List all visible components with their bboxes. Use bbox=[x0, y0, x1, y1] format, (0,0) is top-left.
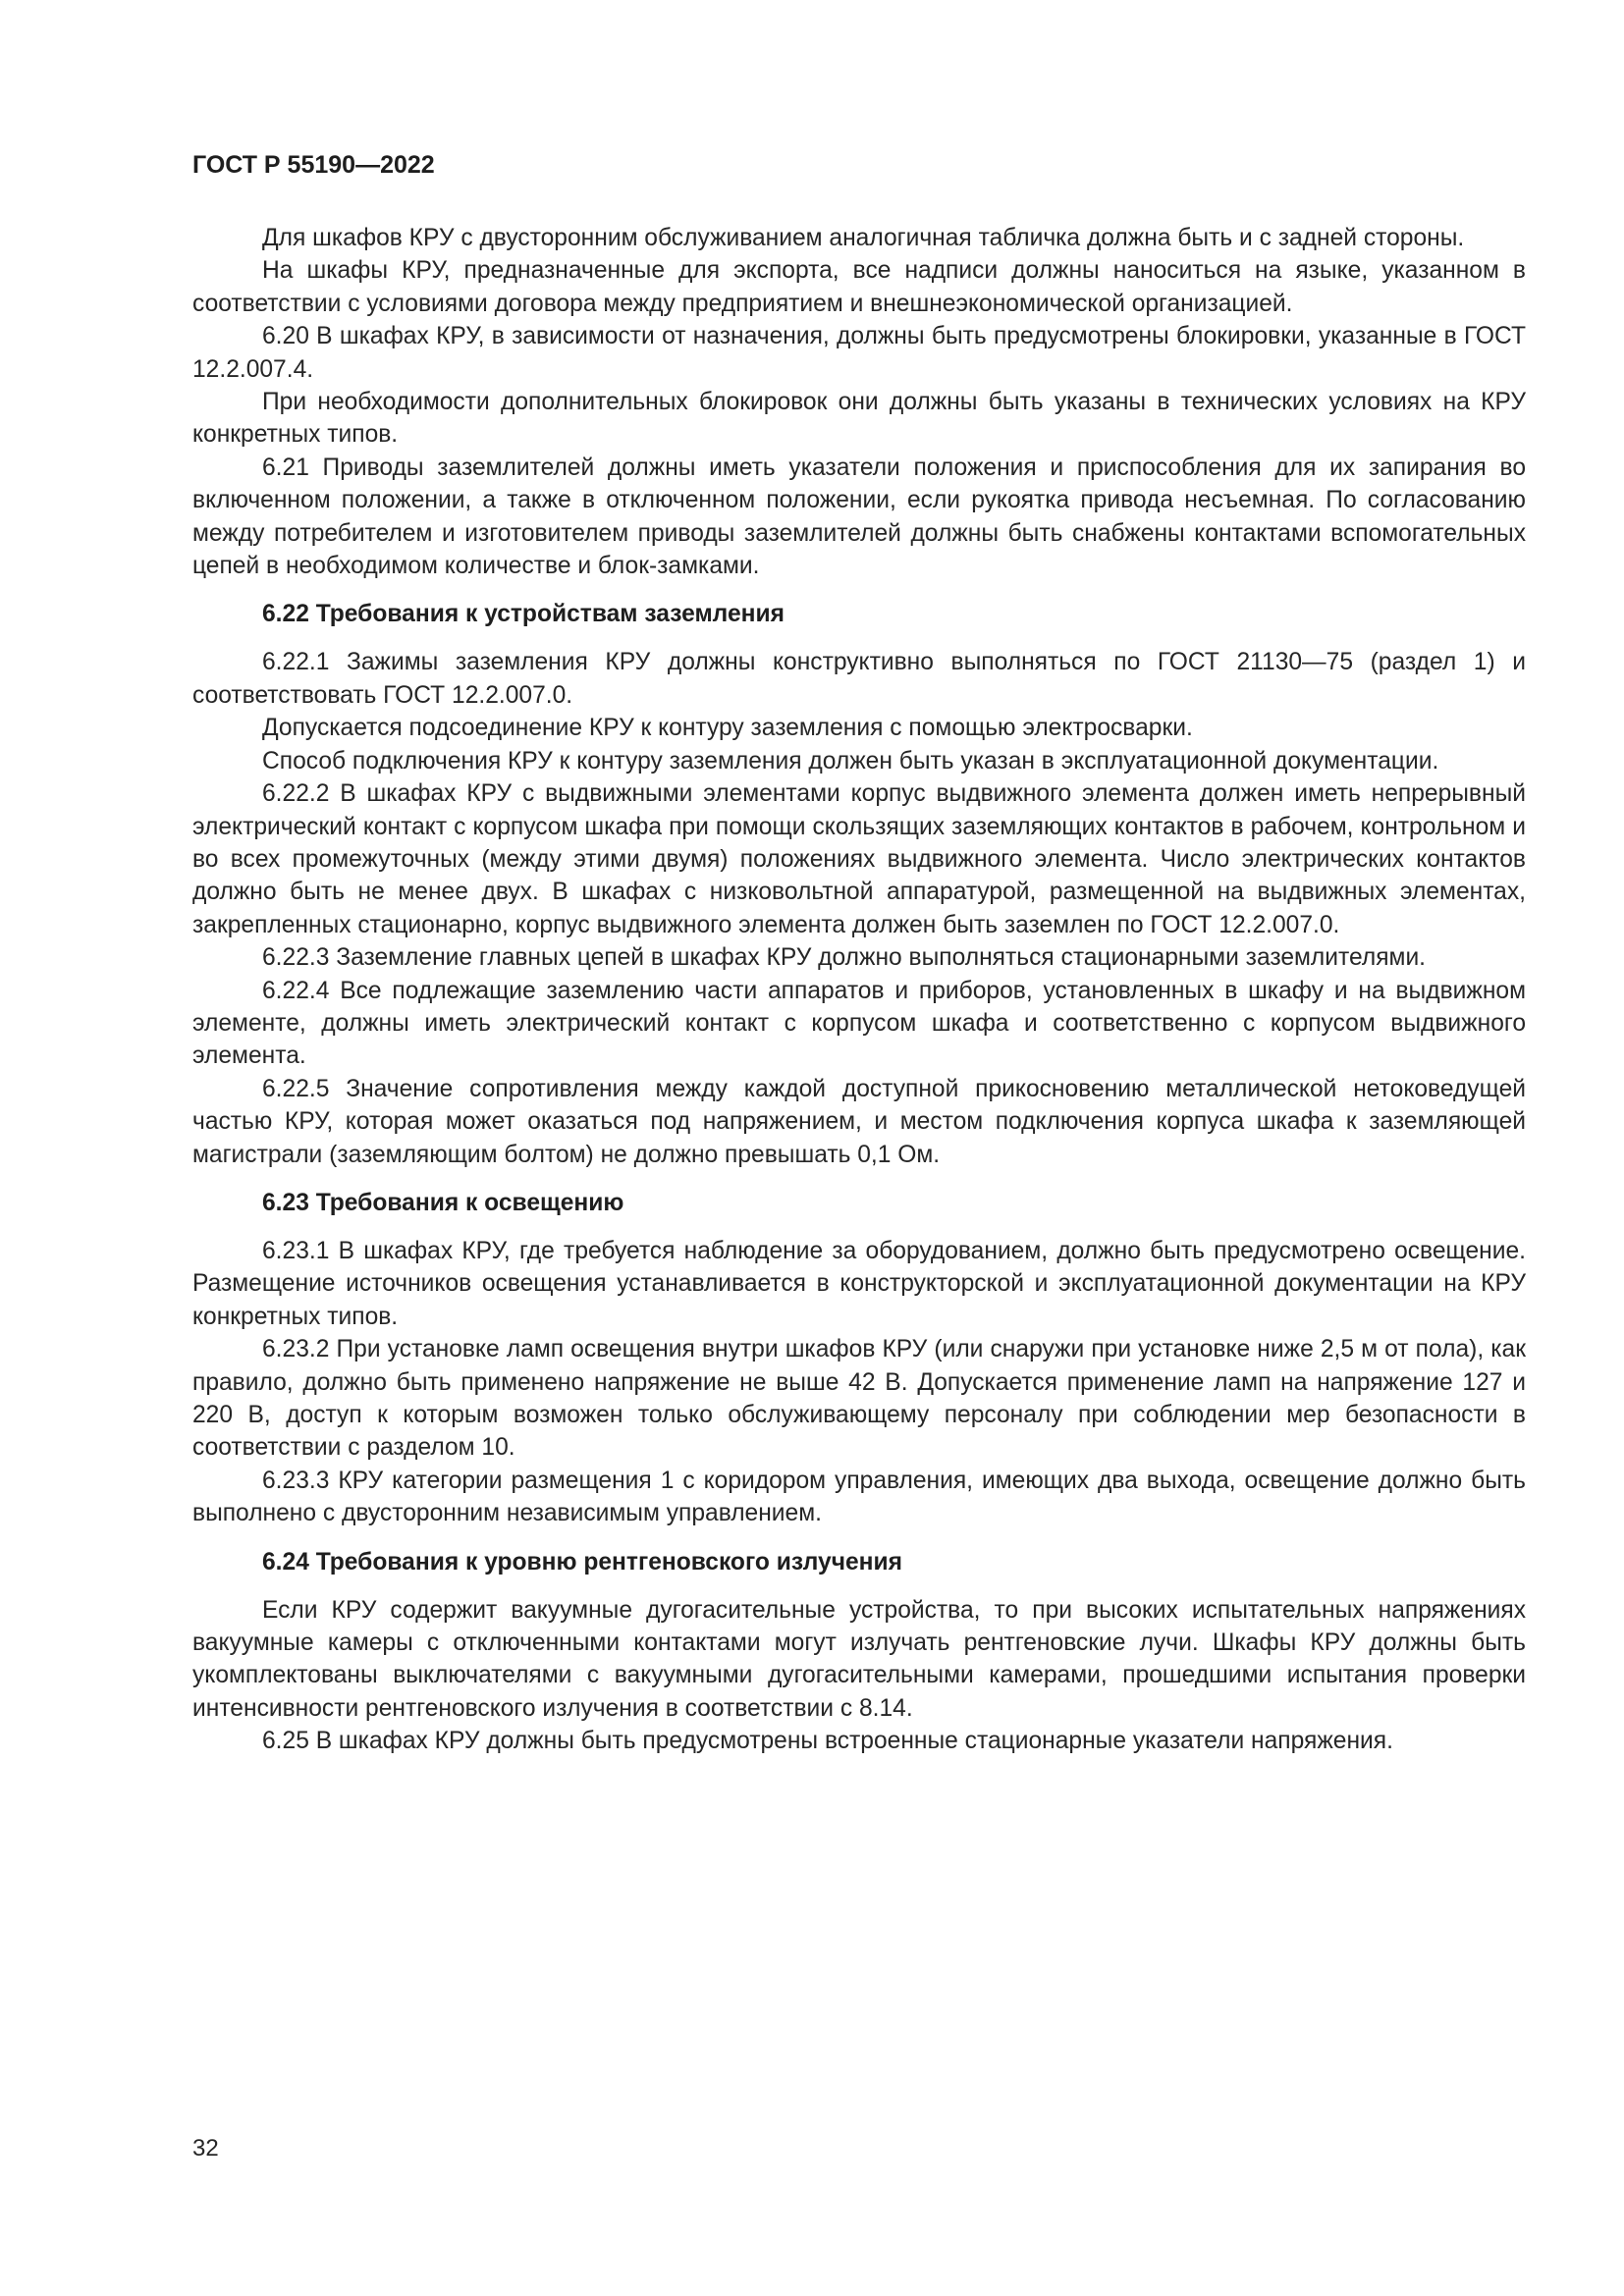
paragraph: 6.20 В шкафах КРУ, в зависимости от назначения, должны быть предусмотрены блокировки, указанные в ГОСТ 12.2.007.4. bbox=[192, 323, 1526, 383]
paragraph: 6.23.2 При установке ламп освещения внутри шкафов КРУ (или снаружи при установке ниже 2,5 м от пола), как правило, должно быть применено напряжение не выше 42 В. Допускается применение ламп на напряжение 127 и 220 В, доступ к которым возможен только обслуживающему персоналу при соблюдении мер безопасности в соответствии с разделом 10. bbox=[192, 1336, 1526, 1462]
paragraph: 6.21 Приводы заземлителей должны иметь указатели положения и приспособления для их запирания во включенном положении, а также в отключенном положении, если рукоятка привода несъемная. По согласованию между потребителем и изготовителем приводы заземлителей должны быть снабжены контактами вспомогательных цепей в необходимом количестве и блок-замками. bbox=[192, 454, 1526, 580]
paragraph: 6.23.3 КРУ категории размещения 1 с коридором управления, имеющих два выхода, освещение должно быть выполнено с двусторонним независимым управлением. bbox=[192, 1467, 1526, 1527]
document-body bbox=[192, 222, 1526, 1758]
section-heading-6-24: 6.24 Требования к уровню рентгеновского излучения bbox=[262, 1548, 902, 1575]
paragraph: Если КРУ содержит вакуумные дугогасительные устройства, то при высоких испытательных напряжениях вакуумные камеры с отключенными контактами могут излучать рентгеновские лучи. Шкафы КРУ должны быть укомплектованы выключателями с вакуумными дугогасительными камерами, прошедшими испытания проверки интенсивности рентгеновского излучения в соответствии с 8.14. bbox=[192, 1596, 1526, 1722]
page-number: 32 bbox=[192, 2135, 219, 2162]
paragraph: 6.22.2 В шкафах КРУ с выдвижными элементами корпус выдвижного элемента должен иметь непрерывный электрический контакт с корпусом шкафа при помощи скользящих заземляющих контактов в рабочем, контрольном и во всех промежуточных (между этими двумя) положениях выдвижного элемента. Число электрических контактов должно быть не менее двух. В шкафах с низковольтной аппаратурой, размещенной на выдвижных элементах, закрепленных стационарно, корпус выдвижного элемента должен быть заземлен по ГОСТ 12.2.007.0. bbox=[192, 780, 1526, 938]
paragraph: 6.22.4 Все подлежащие заземлению части аппаратов и приборов, установленных в шкафу и на выдвижном элементе, должны иметь электрический контакт с корпусом шкафа и соответственно с корпусом выдвижного элемента. bbox=[192, 977, 1526, 1070]
paragraph: 6.23.1 В шкафах КРУ, где требуется наблюдение за оборудованием, должно быть предусмотрено освещение. Размещение источников освещения устанавливается в конструкторской и эксплуатационной документации на КРУ конкретных типов. bbox=[192, 1237, 1526, 1330]
paragraph: Допускается подсоединение КРУ к контуру заземления с помощью электросварки. bbox=[262, 715, 1193, 742]
paragraph: 6.25 В шкафах КРУ должны быть предусмотрены встроенные стационарные указатели напряжения. bbox=[262, 1728, 1393, 1755]
paragraph: 6.22.5 Значение сопротивления между каждой доступной прикосновению металлической нетоковедущей частью КРУ, которая может оказаться под напряжением, и местом подключения корпуса шкафа к заземляющей магистрали (заземляющим болтом) не должно превышать 0,1 Ом. bbox=[192, 1075, 1526, 1168]
section-heading-6-23: 6.23 Требования к освещению bbox=[262, 1189, 624, 1216]
paragraph: Для шкафов КРУ с двусторонним обслуживанием аналогичная табличка должна быть и с задней стороны. bbox=[262, 225, 1465, 251]
paragraph: При необходимости дополнительных блокировок они должны быть указаны в технических условиях на КРУ конкретных типов. bbox=[192, 389, 1526, 449]
paragraph: 6.22.1 Зажимы заземления КРУ должны конструктивно выполняться по ГОСТ 21130—75 (раздел 1) и соответствовать ГОСТ 12.2.007.0. bbox=[192, 649, 1526, 709]
paragraph: На шкафы КРУ, предназначенные для экспорта, все надписи должны наноситься на языке, указанном в соответствии с условиями договора между предприятием и внешнеэкономической организацией. bbox=[192, 257, 1526, 317]
section-heading-6-22: 6.22 Требования к устройствам заземления bbox=[262, 601, 785, 628]
document-code-header: ГОСТ Р 55190—2022 bbox=[192, 151, 435, 179]
paragraph: Способ подключения КРУ к контуру заземления должен быть указан в эксплуатационной документации. bbox=[262, 747, 1439, 774]
paragraph: 6.22.3 Заземление главных цепей в шкафах КРУ должно выполняться стационарными заземлителями. bbox=[262, 944, 1427, 972]
